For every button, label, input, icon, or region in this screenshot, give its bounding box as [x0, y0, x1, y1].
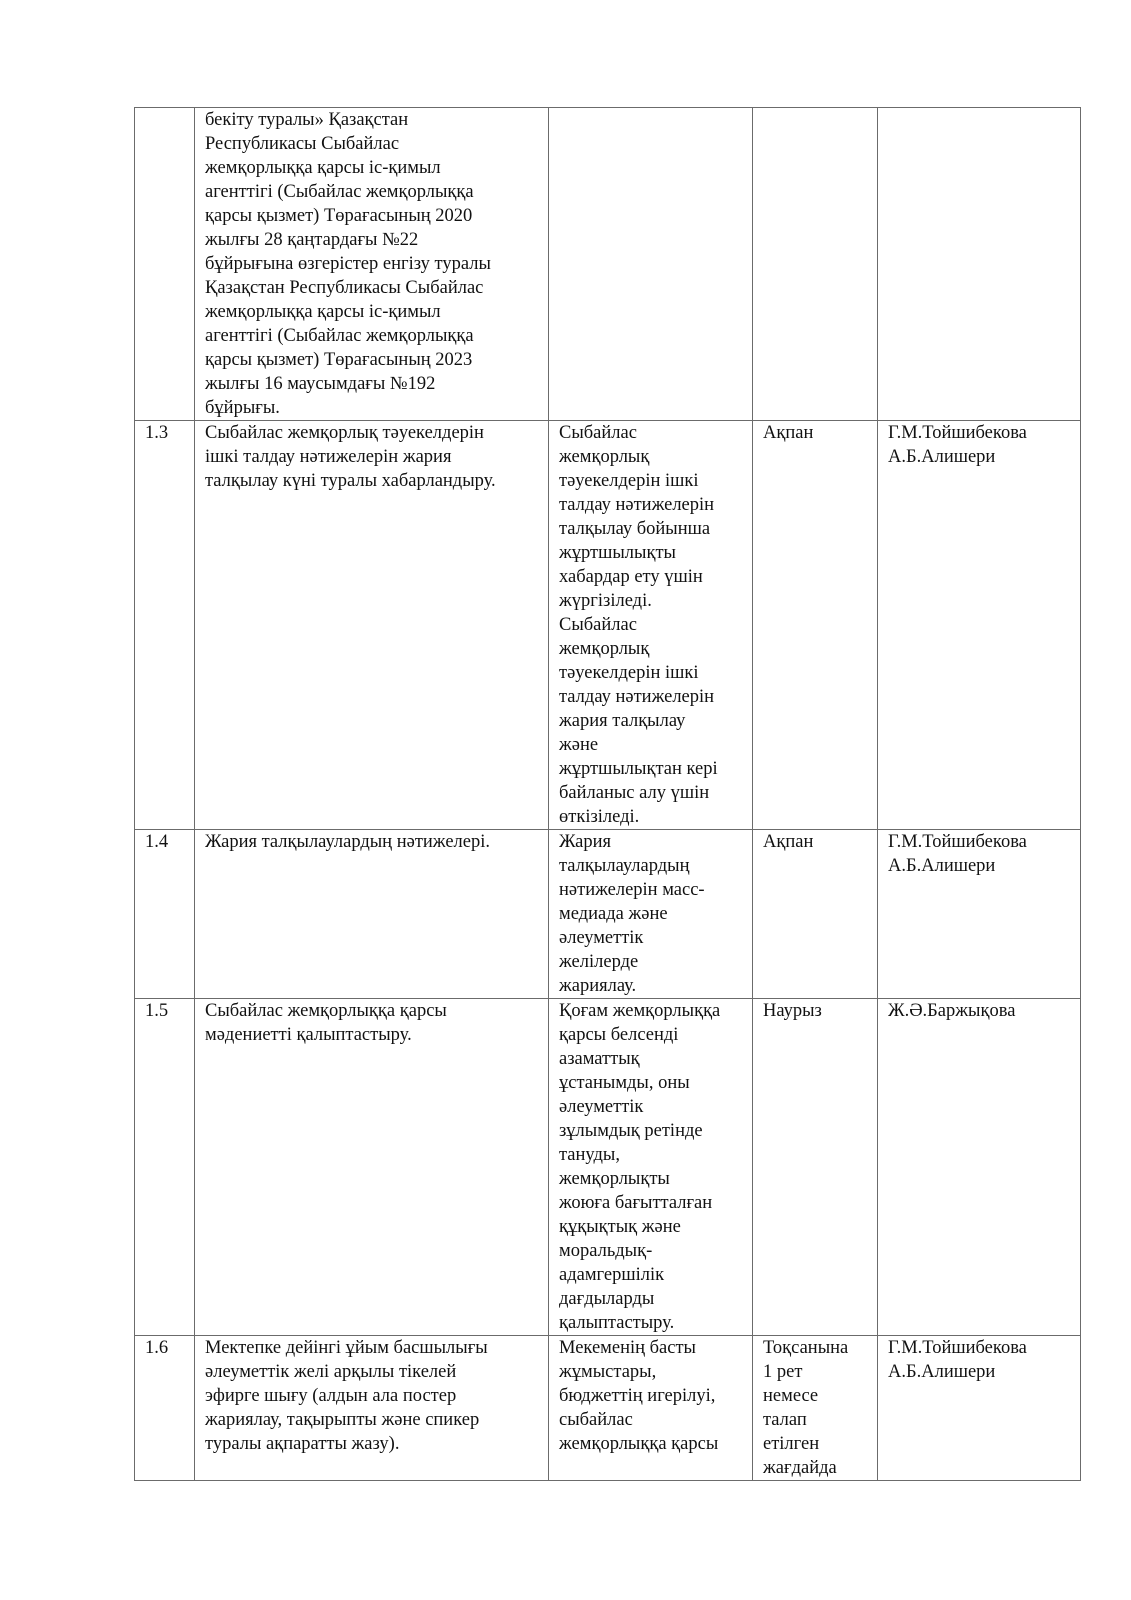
row-number: 1.5: [135, 999, 195, 1336]
event-cell: Сыбайлас жемқорлық тәуекелдерін ішкі талдау нәтижелерін жария талқылау күні туралы хабарландыру.: [195, 421, 549, 830]
description-cell: Сыбайлас жемқорлық тәуекелдерін ішкі талдау нәтижелерін талқылау бойынша жұртшылықты хабардар ету үшін жүргізіледі. Сыбайлас жемқорлық тәуекелдерін ішкі талдау нәтижелерін жария талқылау және жұртшылықтан кері байланыс алу үшін өткізіледі.: [549, 421, 753, 830]
event-cell: Жария талқылаулардың нәтижелері.: [195, 830, 549, 999]
term-cell: Тоқсанына 1 рет немесе талап етілген жағдайда: [753, 1336, 878, 1481]
event-cell: Сыбайлас жемқорлыққа қарсы мәдениетті қалыптастыру.: [195, 999, 549, 1336]
term-cell: Наурыз: [753, 999, 878, 1336]
responsible-cell: Ж.Ә.Баржықова: [878, 999, 1081, 1336]
table-row: [135, 830, 1081, 999]
description-cell: Қоғам жемқорлыққа қарсы белсенді азаматтық ұстанымды, оны әлеуметтік зұлымдық ретінде тануды, жемқорлықты жоюға бағытталған құқықтық және моральдық- адамгершілік дағдыларды қалыптастыру.: [549, 999, 753, 1336]
responsible-cell: Г.М.Тойшибекова А.Б.Алишери: [878, 421, 1081, 830]
term-cell: Ақпан: [753, 421, 878, 830]
responsible-cell: Г.М.Тойшибекова А.Б.Алишери: [878, 1336, 1081, 1481]
plan-table: [134, 107, 1081, 1481]
responsible-cell: Г.М.Тойшибекова А.Б.Алишери: [878, 830, 1081, 999]
event-cell: Мектепке дейінгі ұйым басшылығы әлеуметтік желі арқылы тікелей эфирге шығу (алдын ала постер жариялау, тақырыпты және спикер туралы ақпаратты жазу).: [195, 1336, 549, 1481]
event-cell: бекіту туралы» Қазақстан Республикасы Сыбайлас жемқорлыққа қарсы іс-қимыл агенттігі (Сыбайлас жемқорлыққа қарсы қызмет) Төрағасының 2020 жылғы 28 қаңтардағы №22 бұйрығына өзгерістер енгізу туралы Қазақстан Республикасы Сыбайлас жемқорлыққа қарсы іс-қимыл агенттігі (Сыбайлас жемқорлыққа қарсы қызмет) Төрағасының 2023 жылғы 16 маусымдағы №192 бұйрығы.: [195, 108, 549, 421]
description-cell: Мекеменің басты жұмыстары, бюджеттің игерілуі, сыбайлас жемқорлыққа қарсы: [549, 1336, 753, 1481]
row-number: 1.6: [135, 1336, 195, 1481]
table-row: [135, 421, 1081, 830]
row-number: [135, 108, 195, 421]
table-row: [135, 1336, 1081, 1481]
term-cell: Ақпан: [753, 830, 878, 999]
table-row: [135, 999, 1081, 1336]
term-cell: [753, 108, 878, 421]
description-cell: Жария талқылаулардың нәтижелерін масс- медиада және әлеуметтік желілерде жариялау.: [549, 830, 753, 999]
description-cell: [549, 108, 753, 421]
table-row: [135, 108, 1081, 421]
row-number: 1.3: [135, 421, 195, 830]
responsible-cell: [878, 108, 1081, 421]
row-number: 1.4: [135, 830, 195, 999]
